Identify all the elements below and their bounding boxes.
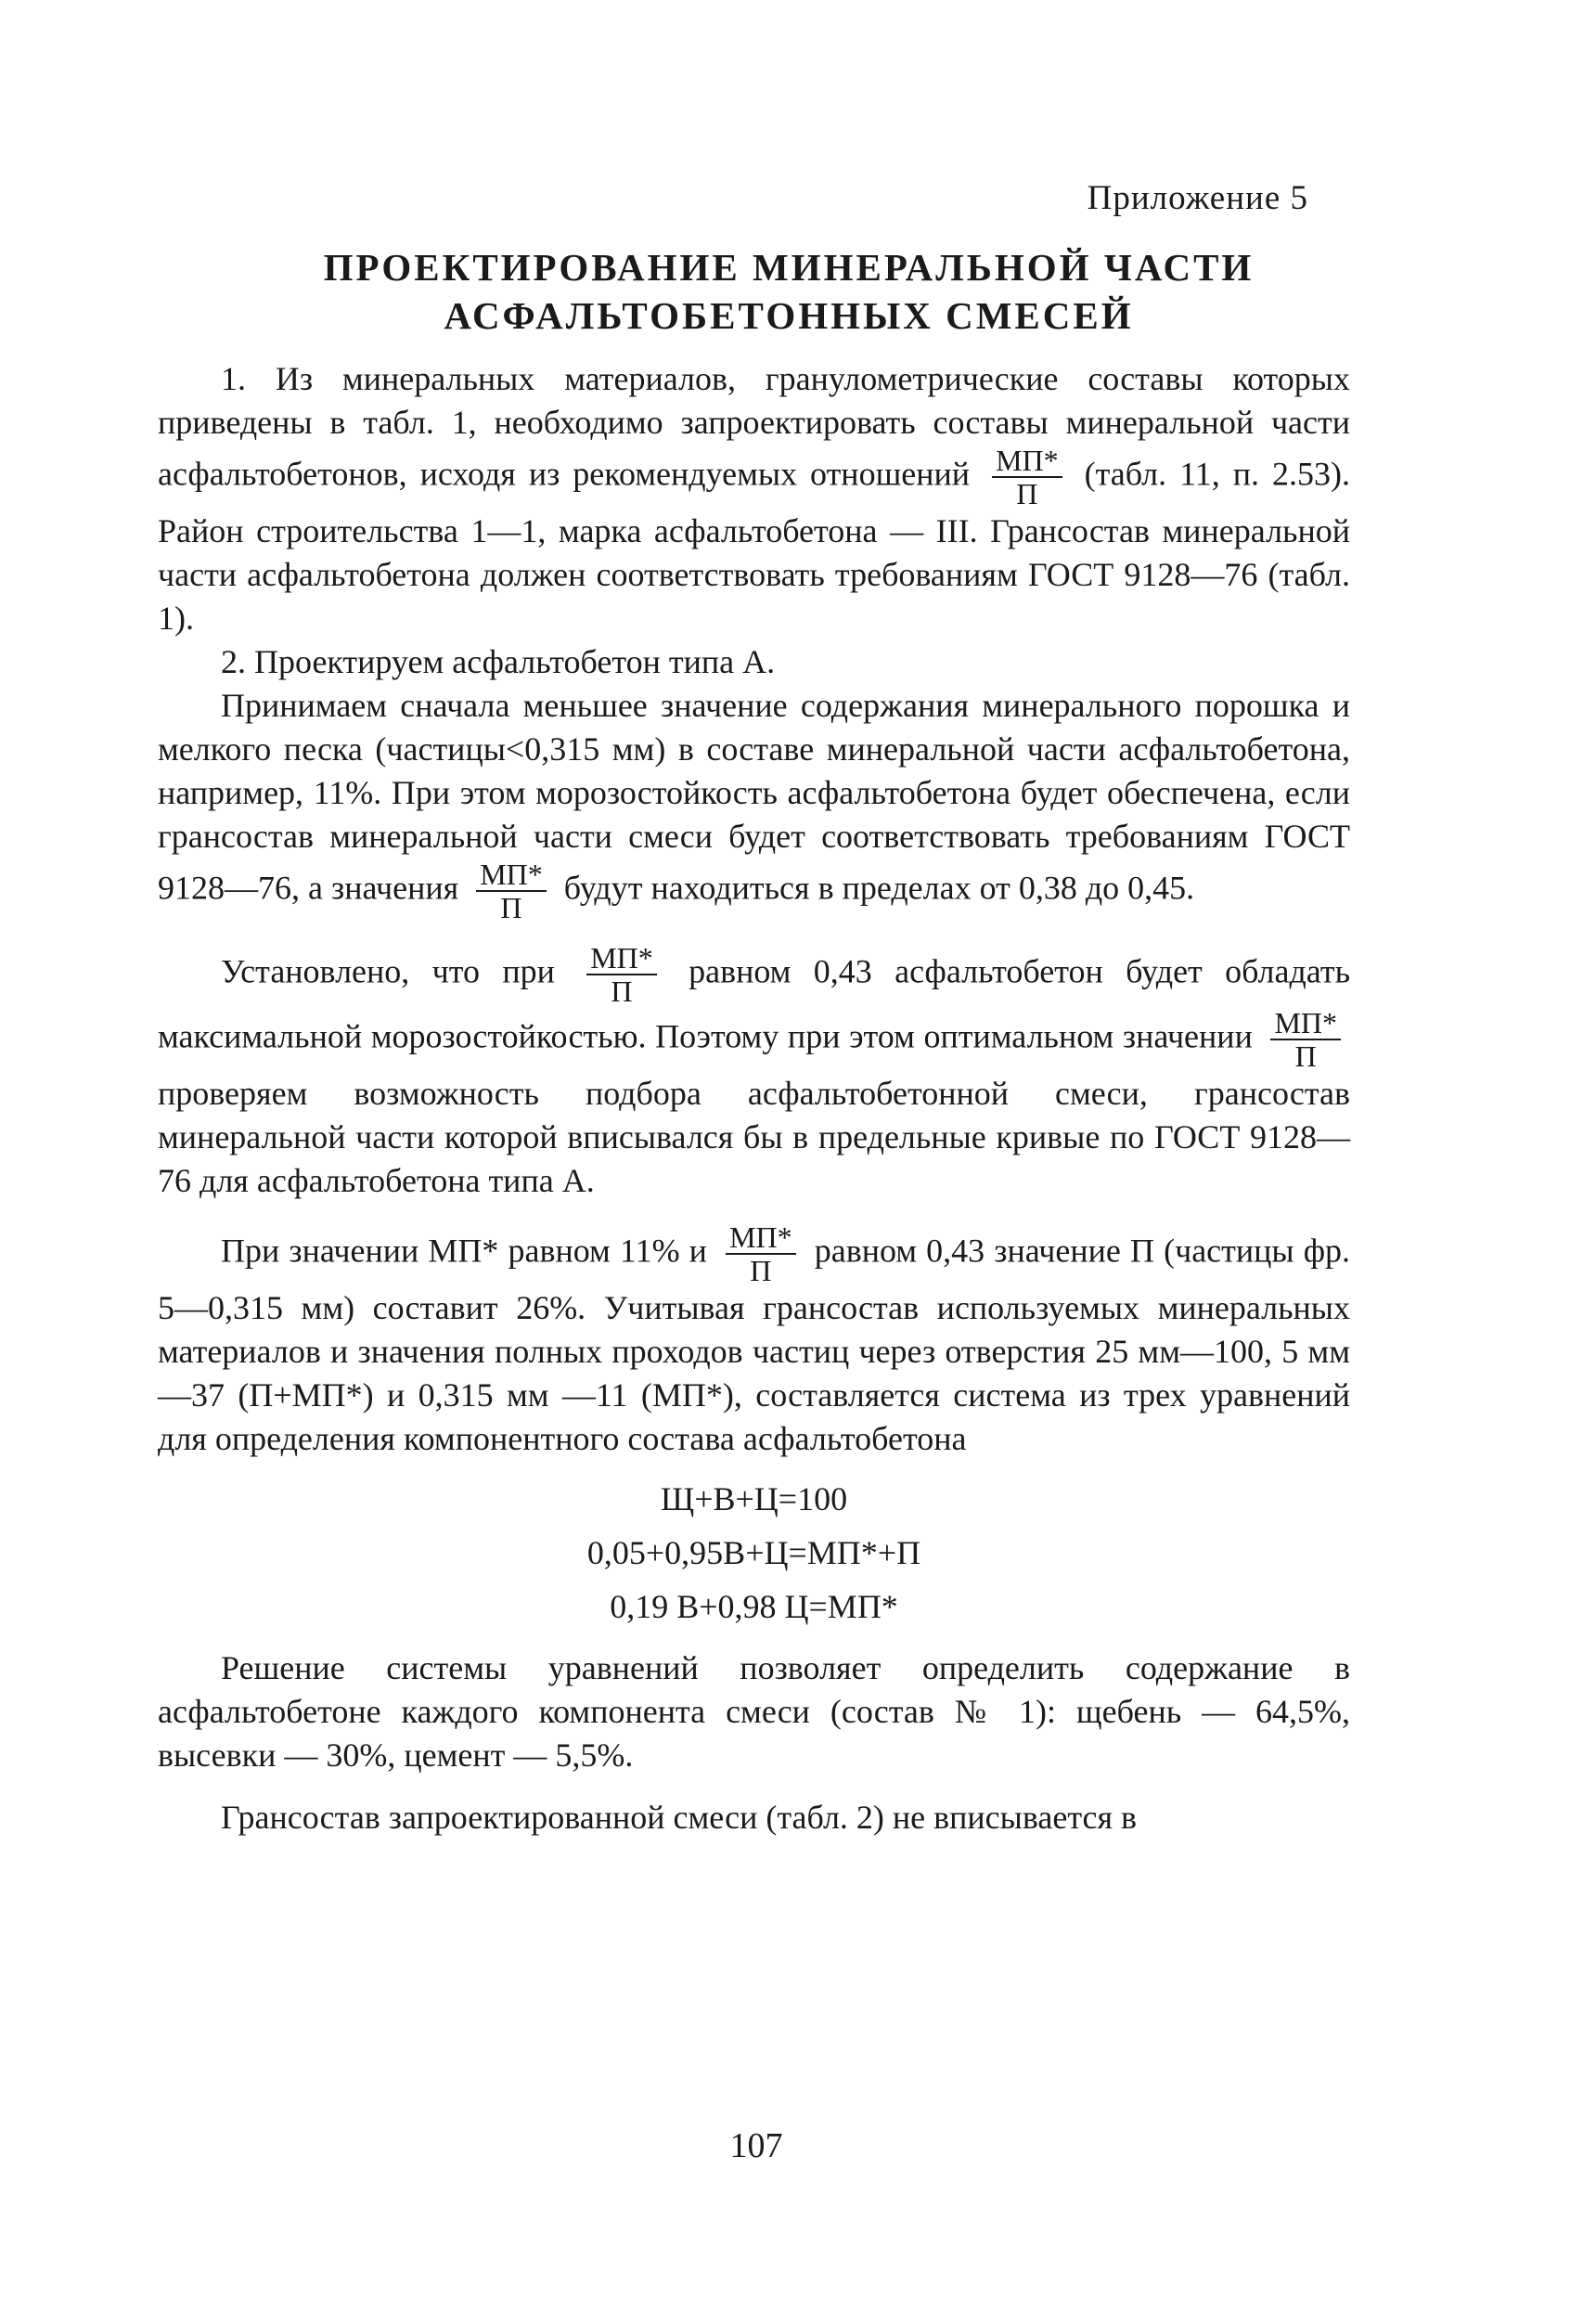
fraction-mp-over-p bbox=[726, 1221, 796, 1286]
fraction-numerator: МП* bbox=[476, 859, 547, 892]
paragraph-3-text-a: Принимаем сначала меньшее значение содержания минерального порошка и мелкого песка (частицы<0,315 мм) в составе минеральной части асфальтобетона, например, 11%. При этом морозостойкость асфальтобетона будет обеспечена, если грансостав минеральной части смеси будет соответствовать требованиям ГОСТ 9128—76, а значения bbox=[158, 687, 1350, 907]
fraction-numerator: МП* bbox=[1270, 1007, 1341, 1040]
fraction-mp-over-p bbox=[586, 942, 657, 1007]
title-line-2: АСФАЛЬТОБЕТОННЫХ СМЕСЕЙ bbox=[444, 294, 1134, 337]
equation-3: 0,19 В+0,98 Ц=МП* bbox=[610, 1588, 898, 1625]
fraction-numerator: МП* bbox=[726, 1221, 796, 1255]
paragraph-5 bbox=[158, 1221, 1350, 1461]
paragraph-1 bbox=[158, 357, 1350, 640]
fraction-mp-over-p bbox=[992, 445, 1062, 510]
fraction-mp-over-p bbox=[476, 859, 547, 923]
fraction-denominator: П bbox=[500, 891, 522, 924]
paragraph-5-text-a: При значении МП* равном 11% и bbox=[221, 1232, 707, 1270]
page-number: 107 bbox=[729, 2126, 783, 2165]
equation-system bbox=[158, 1472, 1350, 1633]
title-line-1: ПРОЕКТИРОВАНИЕ МИНЕРАЛЬНОЙ ЧАСТИ bbox=[323, 246, 1255, 289]
fraction-denominator: П bbox=[750, 1254, 772, 1287]
body-text bbox=[158, 357, 1350, 1840]
fraction-denominator: П bbox=[1016, 477, 1038, 510]
fraction-mp-over-p bbox=[1270, 1007, 1341, 1072]
paragraph-1-text-a: 1. Из минеральных материалов, гранулометрические составы которых приведены в табл. 1, необходимо запроектировать составы минеральной части асфальтобетонов, исходя из рекомендуемых отношений bbox=[158, 360, 1350, 493]
fraction-denominator: П bbox=[1294, 1039, 1317, 1073]
paragraph-4-text-c: проверяем возможность подбора асфальтобетонной смеси, грансостав минеральной части которой вписывался бы в предельные кривые по ГОСТ 9128—76 для асфальтобетона типа А. bbox=[158, 1075, 1350, 1199]
appendix-label: Приложение 5 bbox=[1087, 179, 1308, 217]
paragraph-5-text-b: равном 0,43 значение П (частицы фр. 5—0,315 мм) составит 26%. Учитывая грансостав используемых минеральных материалов и значения полных проходов частиц через отверстия 25 мм—100, 5 мм—37 (П+МП*) и 0,315 мм —11 (МП*), составляется система из трех уравнений для определения компонентного состава асфальтобетона bbox=[158, 1232, 1351, 1457]
fraction-numerator: МП* bbox=[992, 445, 1062, 478]
equation-1: Щ+В+Ц=100 bbox=[660, 1480, 848, 1517]
paragraph-3 bbox=[158, 684, 1350, 923]
paragraph-6: Решение системы уравнений позволяет определить содержание в асфальтобетоне каждого компонента смеси (состав № 1): щебень — 64,5%, высевки — 30%, цемент — 5,5%. bbox=[158, 1649, 1350, 1774]
page-title bbox=[0, 243, 1577, 340]
paragraph-1-text-b: (табл. 11, п. 2.53). Район строительства 1—1, марка асфальтобетона — III. Грансостав минеральной части асфальтобетона должен соответствовать требованиям ГОСТ 9128—76 (табл. 1). bbox=[158, 455, 1350, 637]
equation-2: 0,05+0,95В+Ц=МП*+П bbox=[586, 1534, 921, 1571]
paragraph-4-text-b: равном 0,43 асфальтобетон будет обладать максимальной морозостойкостью. Поэтому при этом оптимальном значении bbox=[158, 952, 1351, 1055]
paragraph-3-text-b: будут находиться в пределах от 0,38 до 0,45. bbox=[563, 869, 1195, 907]
fraction-numerator: МП* bbox=[586, 942, 657, 975]
paragraph-2: 2. Проектируем асфальтобетон типа А. bbox=[221, 643, 776, 680]
paragraph-7: Грансостав запроектированной смеси (табл. 2) не вписывается в bbox=[221, 1799, 1138, 1836]
paragraph-4-text-a: Установлено, что при bbox=[221, 952, 555, 990]
fraction-denominator: П bbox=[611, 975, 633, 1008]
paragraph-4 bbox=[158, 942, 1350, 1203]
